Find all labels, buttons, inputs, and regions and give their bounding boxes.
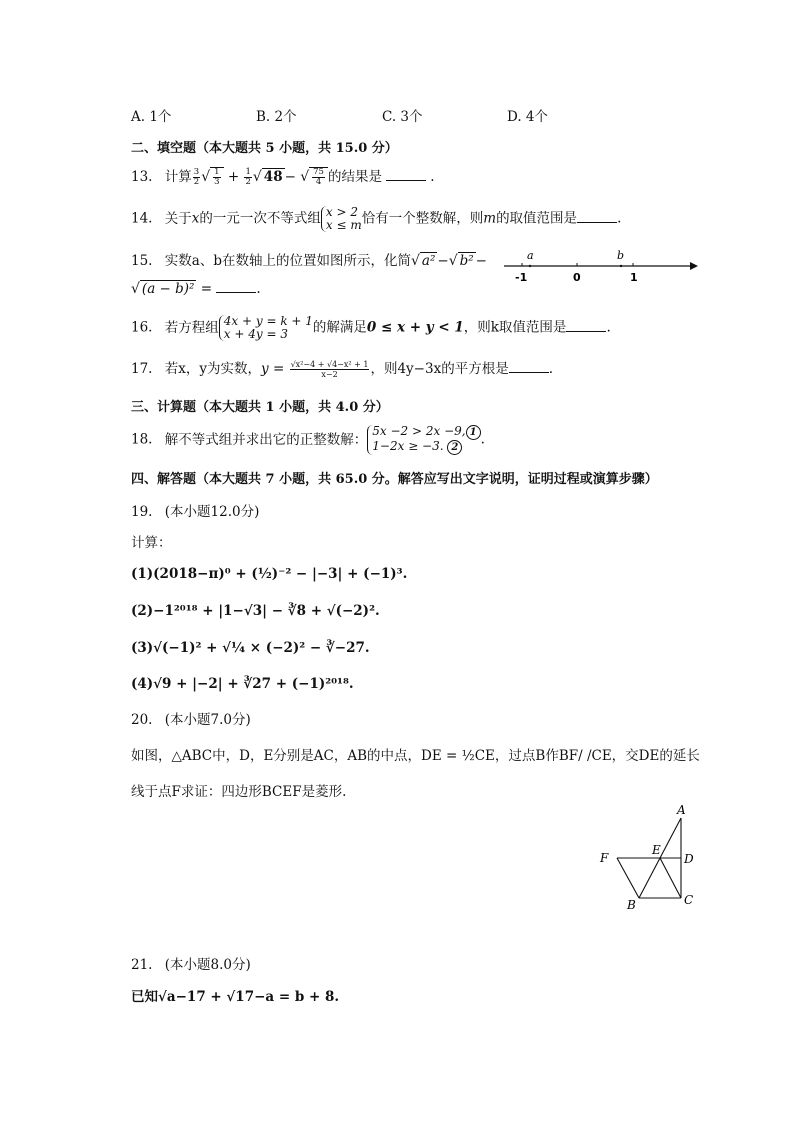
label-F: F [600, 851, 609, 865]
q14-system: x > 2 x ≤ m [321, 206, 362, 232]
section-2-heading: 二、填空题（本大题共 5 小题，共 15.0 分） [131, 141, 398, 156]
q19-part-3: (3)√(−1)² + √¼ × (−2)² − ∛−27. [131, 640, 370, 656]
q18-text: 解不等式组并求出它的正整数解： [164, 431, 368, 448]
q17-end: . [548, 361, 553, 377]
option-b: B. 2个 [256, 109, 297, 125]
q19-part-1: (1)(2018−π)⁰ + (½)⁻² − |−3| + (−1)³. [131, 566, 408, 582]
q16-end: . [606, 319, 611, 336]
q20-line-1: 如图，△ABC中，D，E分别是AC，AB的中点，DE = ½CE，过点B作BF/ /CE，交DE的延长 [131, 748, 700, 764]
arrow-icon [690, 262, 698, 270]
q14-lead: 关于 [164, 210, 192, 227]
question-17: 17. 若x，y为实数，y = $\frac{\text{√x²−4 + √4−x² + 1}}{x-2}$ ，则4y−3x的平方根是 . [131, 360, 553, 379]
circle-1-icon: 1 [466, 425, 481, 440]
q19-intro: 计算： [131, 535, 172, 551]
q16-tail2: ，则k取值范围是 [463, 319, 567, 336]
q16-lead: 若方程组 [164, 319, 219, 336]
tick-label-minus1: -1 [515, 271, 528, 284]
section-4-heading: 四、解答题（本大题共 7 小题，共 65.0 分。解答应写出文字说明，证明过程或演算步骤） [131, 472, 658, 487]
q19-number: 19. [131, 504, 153, 520]
q18-system: 5x −2 > 2x −9, 1 1−2x ≥ −3. 2 [367, 425, 480, 455]
q15-equals: = [200, 281, 213, 297]
q20-score: (本小题7.0分) [164, 712, 251, 728]
q17-text: 若x，y为实数， [164, 361, 262, 377]
label-C: C [684, 893, 694, 907]
segment-FB [617, 858, 639, 898]
question-14 [131, 206, 621, 232]
q16-number: 16. [131, 319, 153, 336]
question-21-header [131, 953, 251, 973]
option-a: A. 1个 [131, 109, 172, 125]
circle-2-icon: 2 [447, 440, 462, 455]
q14-tail2: 的取值范围是 [496, 210, 578, 227]
geometry-figure [595, 800, 705, 915]
question-15-line2: √ (a − b)² = . [131, 281, 261, 297]
frac: $\frac{3}{2}$ [193, 167, 200, 187]
q13-end: . [430, 169, 435, 185]
q17-number: 17. [131, 361, 153, 377]
q21-score: (本小题8.0分) [164, 957, 251, 973]
point-a [529, 265, 531, 267]
q13-tail: 的结果是 [327, 169, 382, 185]
segment-EC [660, 858, 681, 898]
question-19-header [131, 500, 259, 520]
q19-part-2: (2)−1²⁰¹⁸ + |1−√3| − ∛8 + √(−2)². [131, 603, 380, 619]
label-D: D [684, 852, 694, 866]
q16-condition: 0 ≤ x + y < 1 [366, 319, 464, 336]
q19-score: (本小题12.0分) [164, 504, 260, 520]
q14-tail: 恰有一个整数解，则 [361, 210, 484, 227]
q19-part-4: (4)√9 + |−2| + ∛27 + (−1)²⁰¹⁸. [131, 676, 354, 692]
q17-tail: ，则4y−3x的平方根是 [370, 361, 509, 377]
q18-end: . [480, 431, 485, 448]
tick-label-1: 1 [630, 271, 638, 284]
q15-end: . [256, 281, 261, 297]
q20-line-2: 线于点F求证：四边形BCEF是菱形. [131, 784, 347, 800]
label-A: A [677, 803, 686, 817]
q15-text: 实数a、b在数轴上的位置如图所示，化简 [164, 253, 411, 269]
q15-number: 15. [131, 253, 153, 269]
q13-lead: 计算 [164, 169, 192, 185]
question-20-header [131, 708, 251, 728]
q14-number: 14. [131, 210, 153, 227]
label-b: b [617, 249, 625, 262]
question-18 [131, 425, 485, 455]
label-B: B [627, 898, 636, 912]
q14-var2: m [483, 210, 497, 227]
q13-number: 13. [131, 169, 153, 185]
q21-number: 21. [131, 957, 153, 973]
q17-fraction: $\frac{\text{√x²−4 + √4−x² + 1}}{x-2}$ [290, 360, 369, 379]
label-E: E [652, 843, 661, 857]
label-a: a [527, 249, 534, 262]
question-15: 15. 实数a、b在数轴上的位置如图所示，化简√ a² −√ b² − [131, 253, 487, 269]
number-line [500, 244, 700, 288]
q18-number: 18. [131, 431, 153, 448]
section-3-heading: 三、计算题（本大题共 1 小题，共 4.0 分） [131, 400, 389, 415]
option-d: D. 4个 [507, 109, 549, 125]
question-13: 13. 计算 $\frac{3}{2}$ √ $\frac{1}{3}$ + $\frac{1}{2}$ √ 48 − √ $\frac{75}{4}$ 的结果是 . [131, 167, 435, 187]
q16-tail: 的解满足 [312, 319, 367, 336]
q14-end: . [617, 210, 622, 227]
q16-system: 4x + y = k + 1 x + 4y = 3 [219, 315, 313, 341]
q20-number: 20. [131, 712, 153, 728]
question-16 [131, 315, 611, 341]
tick-label-0: 0 [573, 271, 581, 284]
q14-mid: 的一元一次不等式组 [199, 210, 321, 227]
q21-text: 已知√a−17 + √17−a = b + 8. [131, 989, 340, 1005]
point-b [620, 265, 622, 267]
q14-var: x [191, 210, 200, 227]
option-c: C. 3个 [382, 109, 423, 125]
